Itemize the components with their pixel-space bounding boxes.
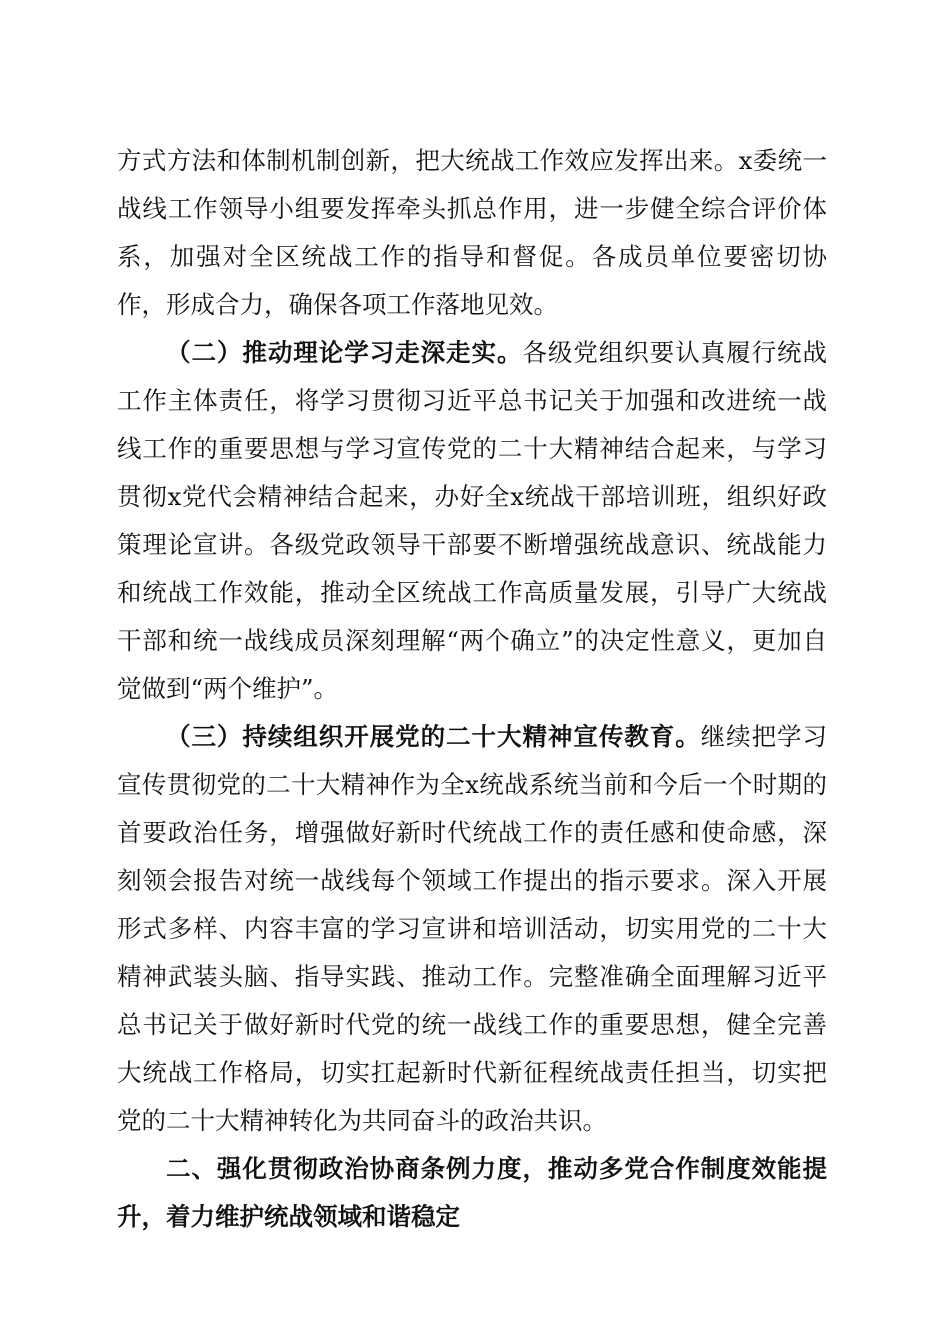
- paragraph-theory-study: [117, 329, 827, 713]
- paragraph-continuation: [117, 137, 827, 329]
- paragraph-text: 方式方法和体制机制创新，把大统战工作效应发挥出来。x委统一战线工作领导小组要发挥牵头抓总作用，进一步健全综合评价体系，加强对全区统战工作的指导和督促。各成员单位要密切协作，形成合力，确保各项工作落地见效。: [117, 146, 827, 319]
- paragraph-text: 各级党组织要认真履行统战工作主体责任，将学习贯彻习近平总书记关于加强和改进统一战线工作的重要思想与学习宣传党的二十大精神结合起来，与学习贯彻x党代会精神结合起来，办好全x统战干部培训班，组织好政策理论宣讲。各级党政领导干部要不断增强统战意识、统战能力和统战工作效能，推动全区统战工作高质量发展，引导广大统战干部和统一战线成员深刻理解“两个确立”的决定性意义，更加自觉做到“两个维护”。: [117, 338, 828, 703]
- paragraph-text: 继续把学习宣传贯彻党的二十大精神作为全x统战系统当前和今后一个时期的首要政治任务，增强做好新时代统战工作的责任感和使命感，深刻领会报告对统一战线每个领域工作提出的指示要求。深入开展形式多样、内容丰富的学习宣讲和培训活动，切实用党的二十大精神武装头脑、指导实践、推动工作。完整准确全面理解习近平总书记关于做好新时代党的统一战线工作的重要思想，健全完善大统战工作格局，切实扛起新时代新征程统战责任担当，切实把党的二十大精神转化为共同奋斗的政治共识。: [117, 722, 828, 1135]
- document-body: [117, 137, 827, 1241]
- subheading-propaganda-education: （三）持续组织开展党的二十大精神宣传教育。: [166, 722, 701, 751]
- section-heading: 二、强化贯彻政治协商条例力度，推动多党合作制度效能提升，着力维护统战领域和谐稳定: [117, 1154, 827, 1231]
- subheading-theory-study: （二）推动理论学习走深走实。: [166, 338, 523, 367]
- paragraph-propaganda-education: [117, 713, 827, 1145]
